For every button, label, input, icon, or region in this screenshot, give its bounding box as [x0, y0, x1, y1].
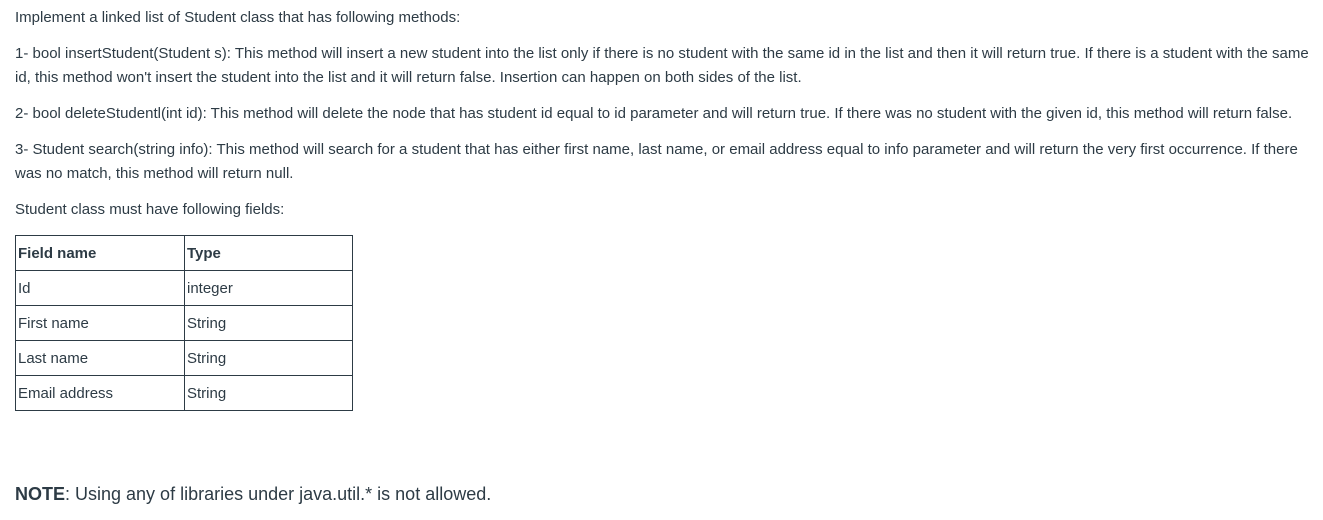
- note-text: [15, 482, 491, 506]
- table-row: [16, 306, 353, 341]
- intro-text: Implement a linked list of Student class that has following methods:: [15, 9, 461, 26]
- field-name-cell: Email address: [16, 376, 185, 411]
- note-body: : Using any of libraries under java.util.* is not allowed.: [65, 484, 492, 504]
- field-name-cell: Id: [16, 271, 185, 306]
- note-label: NOTE: [15, 484, 66, 504]
- method-insert-description: 1- bool insertStudent(Student s): This method will insert a new student into the list only if there is no student with the same id in the list and then it will return true. If there is a student with the same id, this method won't insert the student into the list and it will return false. Insertion can happen on both sides of the list.: [15, 45, 1309, 86]
- method-delete-description: 2- bool deleteStudentl(int id): This method will delete the node that has student id equal to id parameter and will return true. If there was no student with the given id, this method will return false.: [15, 105, 1293, 122]
- fields-intro-text: Student class must have following fields:: [15, 201, 285, 218]
- field-name-cell: Last name: [16, 341, 185, 376]
- table-header-row: [16, 236, 353, 271]
- table-row: [16, 341, 353, 376]
- method-search-description: 3- Student search(string info): This method will search for a student that has either first name, last name, or email address equal to info parameter and will return the very first occurrence. If there was no match, this method will return null.: [15, 141, 1298, 182]
- field-type-cell: String: [185, 341, 353, 376]
- student-fields-table: [15, 235, 353, 411]
- table-row: [16, 271, 353, 306]
- field-name-cell: First name: [16, 306, 185, 341]
- field-type-cell: String: [185, 306, 353, 341]
- table-row: [16, 376, 353, 411]
- header-field-name: Field name: [16, 236, 185, 271]
- field-type-cell: integer: [185, 271, 353, 306]
- field-type-cell: String: [185, 376, 353, 411]
- document-body: [15, 6, 1315, 504]
- header-type: Type: [185, 236, 353, 271]
